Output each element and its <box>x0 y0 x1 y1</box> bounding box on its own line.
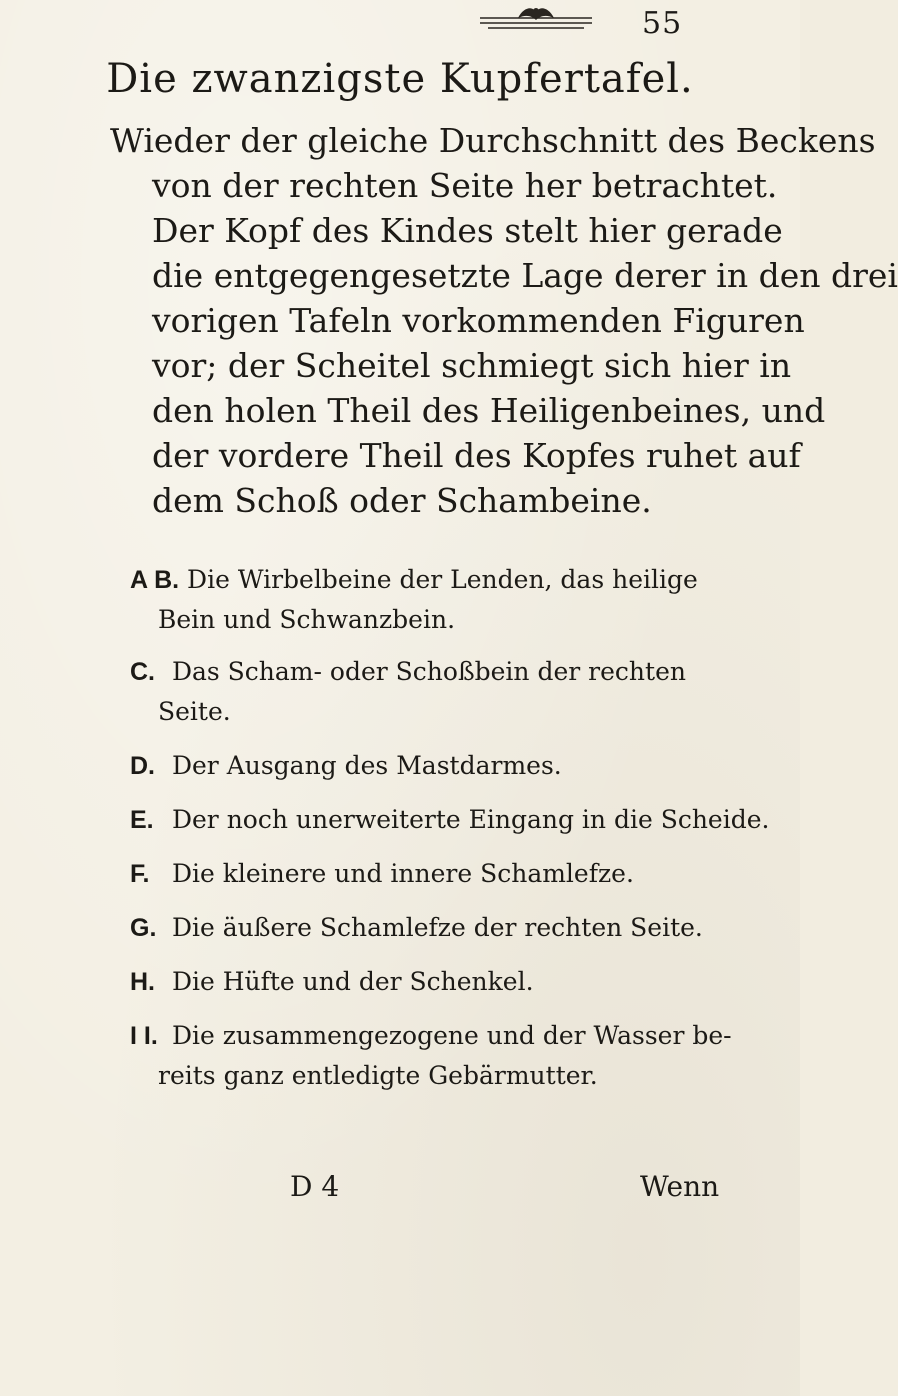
legend-text: Die Wirbelbeine der Lenden, das heilige <box>187 565 698 594</box>
legend-text: Der noch unerweiterte Eingang in die Scheide. <box>171 805 770 834</box>
legend-text: Die kleinere und innere Schamlefze. <box>171 859 634 888</box>
intro-line: Der Kopf des Kindes stelt hier gerade <box>152 211 783 250</box>
intro-line: dem Schoß oder Schambeine. <box>152 481 652 520</box>
legend-key: F. <box>130 860 150 888</box>
legend-item-d <box>130 746 770 786</box>
legend-text: Die zusammengezogene und der Wasser be- <box>171 1021 732 1050</box>
legend-text: Der Ausgang des Mastdarmes. <box>171 751 562 780</box>
legend-text-continued: Seite. <box>158 697 231 726</box>
legend-item-ii <box>130 1016 770 1095</box>
legend-item-ab <box>130 560 770 639</box>
legend-item-f <box>130 854 770 894</box>
legend-key: A B. <box>130 566 180 594</box>
intro-paragraph <box>110 118 898 523</box>
legend-item-e <box>130 800 770 840</box>
intro-line: die entgegengesetzte Lage derer in den drei <box>152 256 898 295</box>
legend-text: Die Hüfte und der Schenkel. <box>171 967 534 996</box>
intro-line: Wieder der gleiche Durchschnitt des Beckens <box>110 121 876 160</box>
legend-key: I I. <box>130 1022 158 1050</box>
catchword: Wenn <box>640 1170 720 1203</box>
printer-ornament-icon <box>478 4 594 34</box>
legend-text: Die äußere Schamlefze der rechten Seite. <box>171 913 703 942</box>
legend-key: C. <box>130 658 155 686</box>
legend-item-h <box>130 962 770 1002</box>
legend-key: H. <box>130 968 155 996</box>
signature-mark: D 4 <box>290 1170 340 1203</box>
intro-line: den holen Theil des Heiligenbeines, und <box>152 391 826 430</box>
legend-item-g <box>130 908 770 948</box>
legend-item-c <box>130 652 770 731</box>
legend-text-continued: Bein und Schwanzbein. <box>158 605 456 634</box>
intro-line: vor; der Scheitel schmiegt sich hier in <box>152 346 792 385</box>
plate-title: Die zwanzigste Kupfertafel. <box>106 56 694 102</box>
intro-line: vorigen Tafeln vorkommenden Figuren <box>152 301 805 340</box>
legend-key: D. <box>130 752 155 780</box>
page-number: 55 <box>642 6 683 41</box>
legend-key: E. <box>130 806 154 834</box>
legend-text: Das Scham- oder Schoßbein der rechten <box>171 657 686 686</box>
legend-key: G. <box>130 914 157 942</box>
intro-line: der vordere Theil des Kopfes ruhet auf <box>152 436 801 475</box>
legend-text-continued: reits ganz entledigte Gebärmutter. <box>158 1061 598 1090</box>
intro-line: von der rechten Seite her betrachtet. <box>152 166 778 205</box>
